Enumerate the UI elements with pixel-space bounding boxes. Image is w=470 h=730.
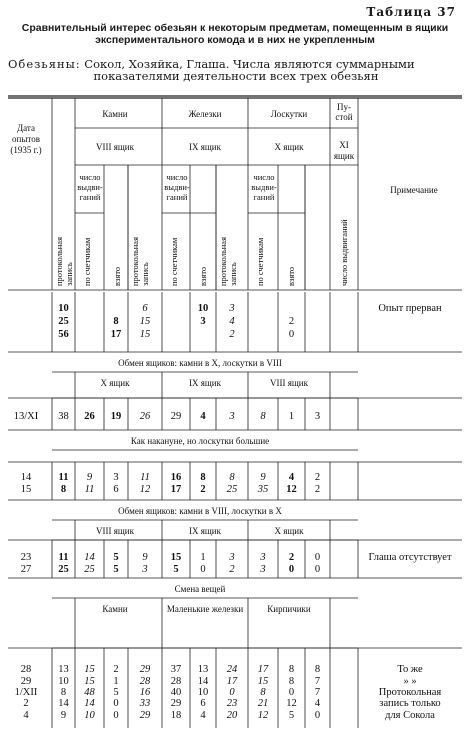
header-pustoy: стой	[335, 112, 353, 122]
table-cell: 0	[113, 698, 119, 709]
section-subheader: IX ящик	[188, 526, 222, 536]
table-cell: 21	[257, 698, 269, 709]
header-schetchik: по счетчикам	[255, 237, 265, 286]
header-vzyato: взято	[198, 266, 208, 286]
header-vzyato: взято	[112, 266, 122, 286]
section-subheader: Кирпичики	[267, 604, 311, 614]
table-cell: 3	[314, 411, 321, 422]
table-cell: 15	[139, 316, 151, 327]
table-cell: 8	[60, 484, 67, 495]
table-cell: 8	[288, 676, 295, 687]
header-box-ix: IX ящик	[188, 142, 222, 152]
table-cell: 8	[288, 664, 295, 675]
table-cell: 3	[260, 552, 266, 563]
table-cell: 10	[58, 303, 69, 314]
table-cell: 0	[200, 564, 206, 575]
table-cell: 17	[110, 329, 122, 340]
header-box-viii: VIII ящик	[96, 142, 134, 152]
header-vzyato: взято	[286, 266, 296, 286]
header-vydvig-full: число выдвиганий	[339, 219, 349, 286]
table-cell: 24	[226, 664, 238, 675]
section-caption: Смена вещей	[174, 584, 226, 594]
table-cell: 2	[314, 472, 321, 483]
header-vydvig: число	[166, 172, 188, 182]
table-cell: 5	[113, 552, 119, 563]
table-cell: 14	[58, 698, 69, 709]
row-note: » »	[403, 676, 417, 687]
table-cell: 29	[170, 698, 182, 709]
header-vydvig: выдви-	[251, 182, 277, 192]
header-loskutki: Лоскутки	[270, 109, 308, 119]
table-cell: 13	[197, 664, 209, 675]
table-cell: 3	[113, 472, 119, 483]
table-cell: 1	[288, 411, 295, 422]
table-cell: 0	[314, 710, 321, 721]
header-schetchik: по счетчикам	[169, 237, 179, 286]
header-vydvig: число	[79, 172, 101, 182]
header-vydvig: ганий	[79, 192, 101, 202]
table-cell: 25	[58, 316, 69, 327]
header-date: (1935 г.)	[10, 145, 42, 155]
table-cell: 8	[229, 472, 235, 483]
table-cell: 33	[139, 698, 151, 709]
table-cell: 12	[286, 484, 297, 495]
table-cell: 9	[142, 552, 148, 563]
table-cell: 1	[113, 676, 119, 687]
header-date: опытов	[12, 134, 40, 144]
header-kamni: Камни	[102, 109, 128, 119]
row-date: 23	[20, 552, 32, 563]
table-cell: 4	[314, 698, 321, 709]
table-cell: 2	[113, 664, 119, 675]
section-subheader: Камни	[102, 604, 128, 614]
table-cell: 8	[60, 687, 67, 698]
header-protokol: запись	[64, 262, 74, 286]
table-cell: 12	[286, 698, 297, 709]
header-vydvig: выдви-	[77, 182, 103, 192]
row-date: 1/XII	[14, 687, 38, 698]
row-note: для Сокола	[385, 710, 435, 721]
table-cell: 5	[288, 710, 295, 721]
table-cell: 11	[140, 472, 150, 483]
table-cell: 14	[197, 676, 209, 687]
header-protokol: запись	[228, 262, 238, 286]
table-cell: 25	[84, 564, 95, 575]
table-cell: 16	[139, 687, 151, 698]
table-cell: 15	[139, 329, 151, 340]
row-date: 4	[23, 710, 29, 721]
table-cell: 2	[200, 484, 206, 495]
table-cell: 35	[257, 484, 269, 495]
row-note: Опыт прерван	[378, 303, 442, 314]
header-date: Дата	[17, 123, 35, 133]
table-cell: 0	[288, 329, 295, 340]
table-cell: 4	[200, 710, 206, 721]
table-cell: 0	[288, 687, 295, 698]
section-subheader: IX ящик	[188, 378, 222, 388]
table-cell: 0	[314, 552, 321, 563]
table-cell: 8	[113, 316, 119, 327]
table-cell: 0	[113, 710, 119, 721]
table-cell: 2	[288, 316, 295, 327]
subtitle-line2: показателями деятельности всех трех обезьян	[93, 69, 379, 83]
table-cell: 17	[257, 664, 269, 675]
section-subheader: VIII ящик	[96, 526, 134, 536]
section-caption: Обмен ящиков: камни в X, лоскутки в VIII	[118, 358, 282, 368]
table-cell: 17	[226, 676, 238, 687]
table-cell: 0	[229, 687, 235, 698]
header-schetchik: по счетчикам	[82, 237, 92, 286]
row-date: 2	[23, 698, 29, 709]
row-date: 15	[20, 484, 32, 495]
row-note: Глаша отсутствует	[368, 552, 452, 563]
table-number: Таблица 37	[366, 5, 456, 19]
table-cell: 38	[58, 411, 69, 422]
table-cell: 25	[58, 564, 69, 575]
header-protokol: протокольная	[218, 237, 228, 286]
table-cell: 13	[58, 664, 69, 675]
row-date: 14	[20, 472, 32, 483]
table-cell: 0	[288, 564, 295, 575]
table-cell: 17	[170, 484, 182, 495]
table-cell: 5	[113, 564, 119, 575]
table-cell: 3	[142, 564, 148, 575]
row-date: 28	[20, 664, 32, 675]
table-cell: 10	[58, 676, 69, 687]
section-subheader: VIII ящик	[270, 378, 308, 388]
section-caption: Как накануне, но лоскутки большие	[130, 436, 270, 446]
table-cell: 11	[84, 484, 95, 495]
table-cell: 12	[257, 710, 269, 721]
table-cell: 15	[170, 552, 182, 563]
table-cell: 23	[226, 698, 238, 709]
table-cell: 6	[200, 698, 206, 709]
section-subheader: X ящик	[274, 526, 304, 536]
table-cell: 1	[200, 552, 206, 563]
table-cell: 2	[288, 552, 295, 563]
table-cell: 5	[173, 564, 179, 575]
row-date: 13/XI	[13, 411, 39, 422]
table-cell: 20	[226, 710, 238, 721]
table-cell: 7	[314, 687, 321, 698]
table-cell: 8	[314, 664, 321, 675]
subtitle-lead: Обезьяны:	[8, 57, 81, 71]
table-cell: 26	[139, 411, 151, 422]
table-cell: 9	[60, 710, 67, 721]
table-cell: 2	[314, 484, 321, 495]
table-cell: 18	[170, 710, 182, 721]
table-cell: 56	[58, 329, 69, 340]
header-box-xi: ящик	[333, 151, 355, 161]
header-pustoy: Пу-	[337, 102, 351, 112]
table-cell: 10	[197, 687, 209, 698]
table-cell: 6	[113, 484, 119, 495]
header-note: Примечание	[390, 185, 438, 195]
header-protokol: протокольная	[130, 237, 140, 286]
row-note: То же	[397, 664, 423, 675]
table-cell: 8	[260, 411, 266, 422]
header-protokol: протокольная	[54, 237, 64, 286]
table-cell: 40	[170, 687, 182, 698]
header-zhelezki: Железки	[188, 109, 222, 119]
table-cell: 15	[84, 664, 95, 675]
table-cell: 6	[142, 303, 148, 314]
table-cell: 3	[260, 564, 266, 575]
table-cell: 29	[139, 664, 151, 675]
table-cell: 28	[170, 676, 182, 687]
row-note: запись только	[379, 698, 441, 709]
table-title: Сравнительный интерес обезьян к некоторым предметам, помещенным в ящики экспериментального комода и в них не укрепленным	[21, 22, 449, 46]
table-cell: 5	[113, 687, 119, 698]
header-vydvig: число	[253, 172, 275, 182]
header-box-xi: XI	[339, 140, 349, 150]
table-cell: 9	[260, 472, 266, 483]
table-cell: 2	[229, 564, 235, 575]
table-cell: 29	[170, 411, 182, 422]
header-vydvig: ганий	[253, 192, 275, 202]
table-cell: 10	[84, 710, 95, 721]
row-note: Протокольная	[378, 687, 442, 698]
table-cell: 48	[84, 687, 95, 698]
subtitle-rest: Сокол, Хозяйка, Глаша. Числа являются суммарными	[84, 57, 415, 71]
table-cell: 8	[260, 687, 266, 698]
header-box-x: X ящик	[274, 142, 304, 152]
row-date: 29	[20, 676, 32, 687]
table-cell: 4	[200, 411, 206, 422]
table-cell: 8	[200, 472, 206, 483]
table-cell: 28	[139, 676, 151, 687]
table-cell: 19	[110, 411, 122, 422]
table-cell: 15	[257, 676, 269, 687]
table-cell: 4	[288, 472, 295, 483]
table-cell: 14	[84, 552, 95, 563]
table-cell: 29	[139, 710, 151, 721]
section-subheader: X ящик	[100, 378, 130, 388]
table-cell: 37	[170, 664, 182, 675]
table-cell: 3	[229, 411, 235, 422]
table-cell: 3	[229, 303, 235, 314]
header-vydvig: ганий	[166, 192, 188, 202]
row-date: 27	[20, 564, 32, 575]
section-caption: Обмен ящиков: камни в VIII, лоскутки в X	[118, 506, 282, 516]
section-subheader: Маленькие железки	[166, 604, 244, 614]
table-cell: 11	[58, 472, 69, 483]
table-cell: 14	[84, 698, 95, 709]
table-cell: 15	[84, 676, 95, 687]
table-cell: 3	[229, 552, 235, 563]
table-cell: 25	[226, 484, 238, 495]
header-vydvig: выдви-	[164, 182, 190, 192]
table-cell: 4	[229, 316, 235, 327]
table-cell: 0	[314, 564, 321, 575]
table-cell: 12	[139, 484, 151, 495]
table-cell: 9	[86, 472, 93, 483]
table-cell: 3	[200, 316, 206, 327]
header-protokol: запись	[140, 262, 150, 286]
table-cell: 10	[197, 303, 209, 314]
table-cell: 16	[170, 472, 182, 483]
table-cell: 26	[84, 411, 95, 422]
table-cell: 2	[229, 329, 235, 340]
table-cell: 11	[58, 552, 69, 563]
table-cell: 7	[314, 676, 321, 687]
